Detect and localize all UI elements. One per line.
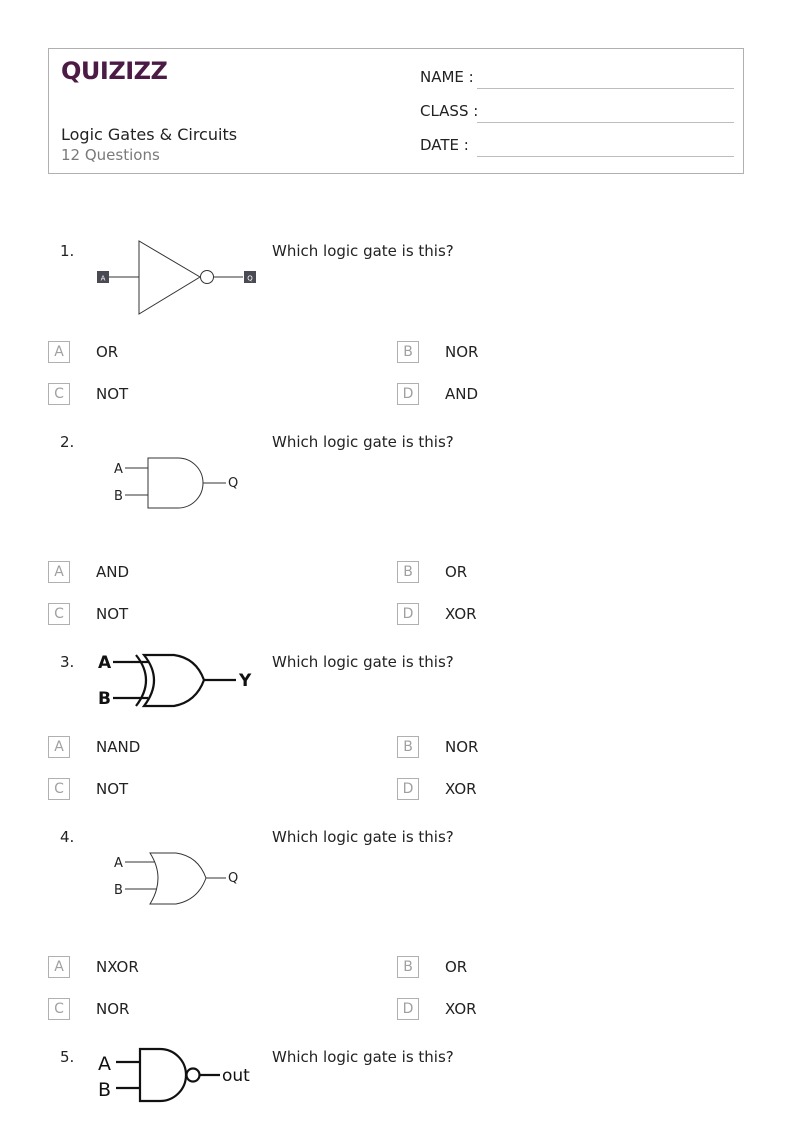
option-c-box[interactable]: C bbox=[48, 383, 70, 405]
date-line[interactable] bbox=[477, 156, 734, 157]
diagram-label-b: B bbox=[98, 689, 111, 709]
worksheet-title: Logic Gates & Circuits bbox=[61, 125, 238, 144]
option-a-box[interactable]: A bbox=[48, 561, 70, 583]
class-field[interactable] bbox=[420, 102, 734, 124]
option-a-box[interactable]: A bbox=[48, 736, 70, 758]
name-line[interactable] bbox=[477, 88, 734, 89]
option-b-text[interactable]: OR bbox=[445, 563, 468, 581]
option-b-text[interactable]: NOR bbox=[445, 343, 479, 361]
option-a-text[interactable]: NXOR bbox=[96, 958, 139, 976]
question-prompt: Which logic gate is this? bbox=[272, 242, 454, 260]
question-number: 3. bbox=[60, 653, 75, 671]
question-number: 4. bbox=[60, 828, 75, 846]
option-c-text[interactable]: NOT bbox=[96, 605, 129, 623]
worksheet-header bbox=[48, 48, 744, 174]
option-d-box[interactable]: D bbox=[397, 603, 419, 625]
diagram-label-b: B bbox=[98, 1079, 112, 1101]
diagram-label-a: A bbox=[114, 856, 123, 871]
class-label: CLASS : bbox=[420, 102, 479, 120]
option-d-box[interactable]: D bbox=[397, 998, 419, 1020]
xor-gate-icon bbox=[96, 648, 258, 712]
option-a-text[interactable]: AND bbox=[96, 563, 130, 581]
option-a-text[interactable]: OR bbox=[96, 343, 119, 361]
diagram-label-out: Q bbox=[247, 274, 253, 283]
question-number: 5. bbox=[60, 1048, 75, 1066]
option-d-text[interactable]: XOR bbox=[445, 780, 477, 798]
option-c-text[interactable]: NOR bbox=[96, 1000, 130, 1018]
diagram-label-b: B bbox=[114, 883, 123, 898]
question-count: 12 Questions bbox=[61, 146, 160, 164]
diagram-label-a: A bbox=[114, 462, 123, 477]
date-field[interactable] bbox=[420, 136, 734, 158]
question-number: 2. bbox=[60, 433, 75, 451]
option-b-box[interactable]: B bbox=[397, 341, 419, 363]
option-c-box[interactable]: C bbox=[48, 998, 70, 1020]
date-label: DATE : bbox=[420, 136, 469, 154]
diagram-label-out: Q bbox=[228, 476, 239, 491]
option-d-box[interactable]: D bbox=[397, 778, 419, 800]
option-b-box[interactable]: B bbox=[397, 736, 419, 758]
option-c-box[interactable]: C bbox=[48, 778, 70, 800]
diagram-label-a: A bbox=[98, 1053, 111, 1075]
option-d-text[interactable]: XOR bbox=[445, 605, 477, 623]
question-prompt: Which logic gate is this? bbox=[272, 1048, 454, 1066]
option-d-text[interactable]: XOR bbox=[445, 1000, 477, 1018]
name-field[interactable] bbox=[420, 68, 734, 90]
option-a-box[interactable]: A bbox=[48, 956, 70, 978]
quizizz-logo: QUIZIZZ bbox=[61, 57, 168, 85]
option-d-text[interactable]: AND bbox=[445, 385, 479, 403]
diagram-label-out: out bbox=[222, 1066, 250, 1086]
class-line[interactable] bbox=[477, 122, 734, 123]
option-c-box[interactable]: C bbox=[48, 603, 70, 625]
option-b-box[interactable]: B bbox=[397, 561, 419, 583]
diagram-label-a: A bbox=[98, 653, 112, 673]
or-gate-icon bbox=[108, 848, 248, 910]
option-a-text[interactable]: NAND bbox=[96, 738, 141, 756]
option-c-text[interactable]: NOT bbox=[96, 385, 129, 403]
question-prompt: Which logic gate is this? bbox=[272, 653, 454, 671]
diagram-label-out: Y bbox=[239, 671, 252, 691]
question-prompt: Which logic gate is this? bbox=[272, 828, 454, 846]
diagram-label-b: B bbox=[114, 489, 123, 504]
option-b-text[interactable]: OR bbox=[445, 958, 468, 976]
option-b-text[interactable]: NOR bbox=[445, 738, 479, 756]
question-prompt: Which logic gate is this? bbox=[272, 433, 454, 451]
nand-gate-icon bbox=[96, 1044, 260, 1108]
option-c-text[interactable]: NOT bbox=[96, 780, 129, 798]
question-number: 1. bbox=[60, 242, 75, 260]
and-gate-icon bbox=[108, 452, 248, 514]
option-a-box[interactable]: A bbox=[48, 341, 70, 363]
option-d-box[interactable]: D bbox=[397, 383, 419, 405]
diagram-label-in: A bbox=[100, 274, 106, 283]
name-label: NAME : bbox=[420, 68, 474, 86]
diagram-label-out: Q bbox=[228, 871, 239, 886]
option-b-box[interactable]: B bbox=[397, 956, 419, 978]
not-gate-icon bbox=[94, 238, 264, 318]
